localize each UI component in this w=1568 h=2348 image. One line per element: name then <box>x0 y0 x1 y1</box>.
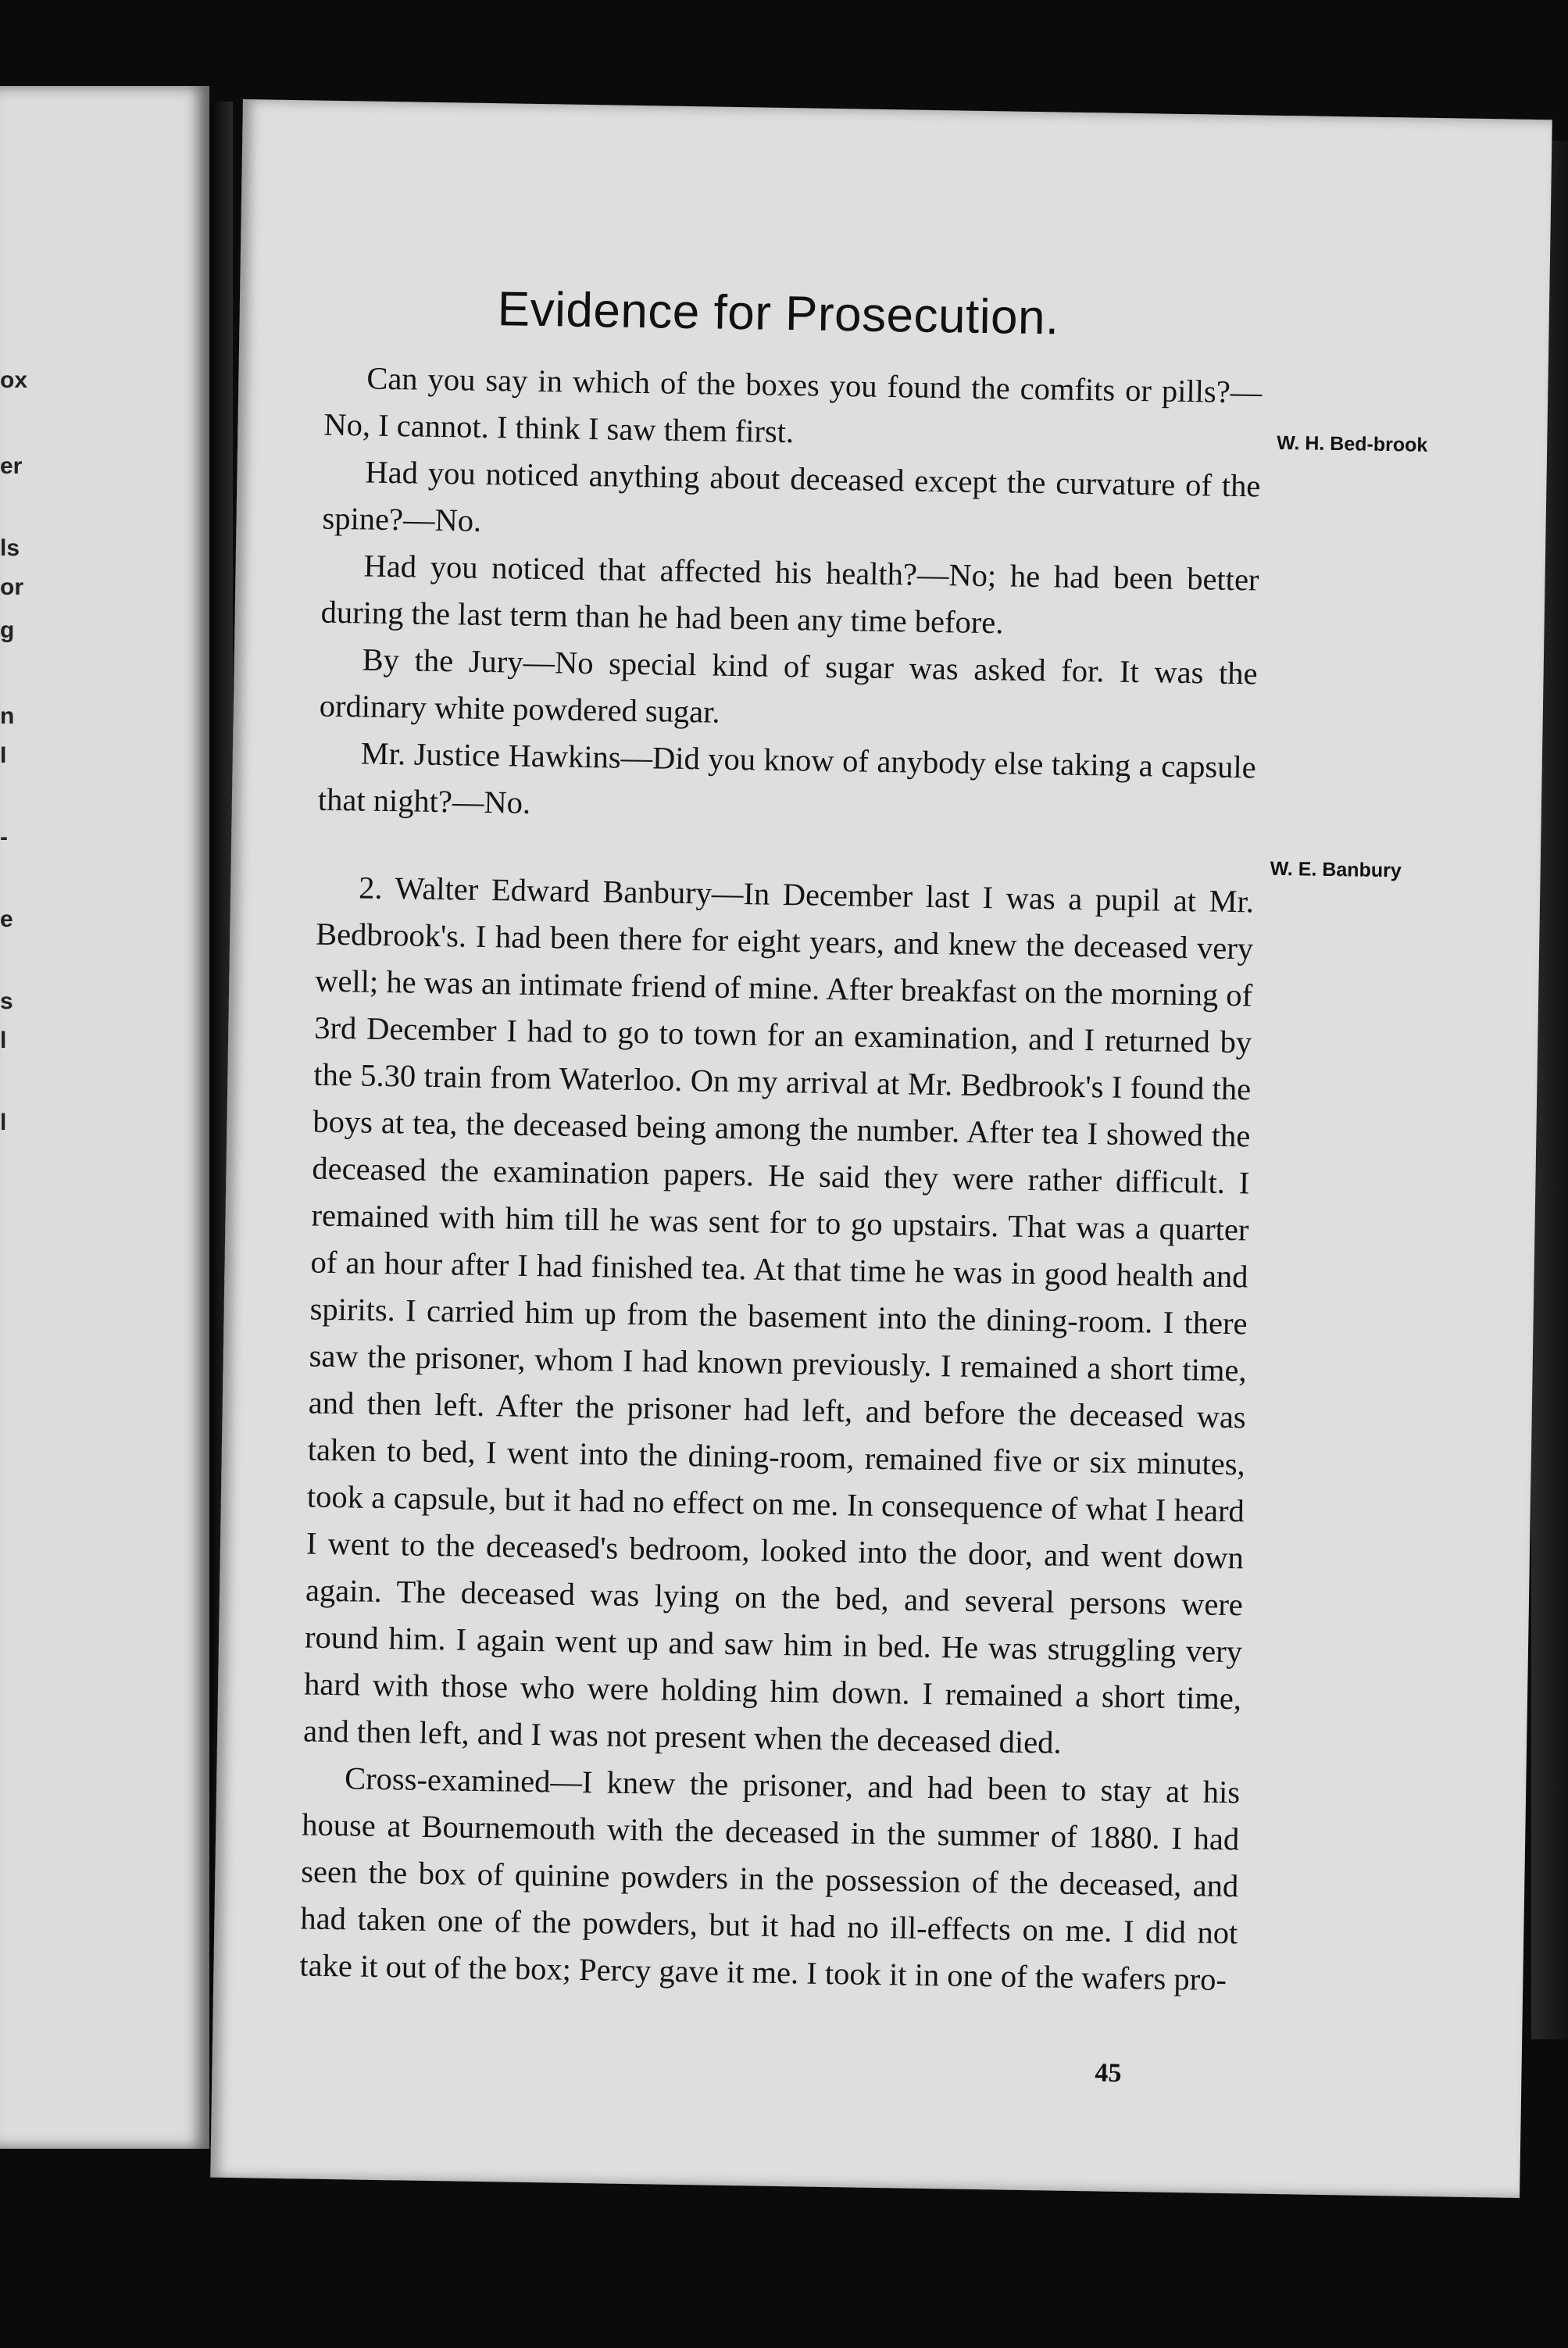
left-fragment: l <box>0 1027 7 1053</box>
paragraph: Can you say in which of the boxes you found the comfits or pills?—No, I cannot. I think I saw them first. <box>323 360 1263 450</box>
left-fragment: or <box>0 574 23 600</box>
left-fragment: I <box>0 742 7 768</box>
page-title: Evidence for Prosecution. <box>497 282 1060 345</box>
left-fragment: ls <box>0 535 20 561</box>
left-fragment: e <box>0 906 13 932</box>
paragraph-justice: Mr. Justice Hawkins—Did you know of anybody else taking a capsule that night?—No. <box>317 735 1257 820</box>
left-facing-page <box>0 86 209 2149</box>
left-fragment: l <box>0 1110 7 1135</box>
left-fragment: - <box>0 824 8 850</box>
paragraph: Had you noticed that affected his health?—No; he had been better during the last term than he had been any time before. <box>320 548 1259 641</box>
left-fragment: er <box>0 453 23 479</box>
paragraph-cross-examined: Cross-examined—I knew the prisoner, and had been to stay at his house at Bournemouth with the deceased in the summer of 1880. I had seen the box of quinine powders in the possession of the deceased, and had taken one of the powders, but it had no ill-effects on me. I did not take it out of the box; Percy gave it me. I took it in one of the wafers pro- <box>299 1760 1241 1998</box>
page-number: 45 <box>1095 2058 1122 2088</box>
left-fragment: n <box>0 703 15 729</box>
paragraph-jury: By the Jury—No special kind of sugar was asked for. It was the ordinary white powdered sugar. <box>319 642 1258 730</box>
book-page <box>210 99 1552 2198</box>
margin-note-banbury: W. E. Banbury <box>1270 857 1402 882</box>
left-page-text-fragments <box>0 86 209 2149</box>
paragraph-witness-testimony: 2. Walter Edward Banbury—In December last I was a pupil at Mr. Bedbrook's. I had been there for eight years, and knew the deceased very well; he was an intimate friend of mine. After breakfast on the morning of 3rd December I had to go to town for an examination, and I returned by the 5.30 train from Waterloo. On my arrival at Mr. Bedbrook's I found the boys at tea, the deceased being among the number. After tea I showed the deceased the examination papers. He said they were rather difficult. I remained with him till he was sent for to go upstairs. That was a quarter of an hour after I had finished tea. At that time he was in good health and spirits. I carried him up from the basement into the dining-room. I there saw the prisoner, whom I had known previously. I remained a short time, and then left. After the prisoner had left, and before the deceased was taken to bed, I went into the dining-room, remained five or six minutes, took a capsule, but it had no effect on me. In consequence of what I heard I went to the deceased's bedroom, looked into the door, and went down again. The deceased was lying on the bed, and several persons were round him. I again went up and saw him in bed. He was struggling very hard with those who were holding him down. I remained a short time, and then left, and I was not present when the deceased died. <box>302 870 1255 1760</box>
paragraph: Had you noticed anything about deceased except the curvature of the spine?—No. <box>322 454 1261 538</box>
margin-note-bedbrook: W. H. Bed-brook <box>1277 431 1428 456</box>
left-fragment: ox <box>0 367 28 393</box>
left-fragment: s <box>0 988 13 1014</box>
body-text <box>299 355 1263 2004</box>
left-fragment: g <box>0 617 15 643</box>
